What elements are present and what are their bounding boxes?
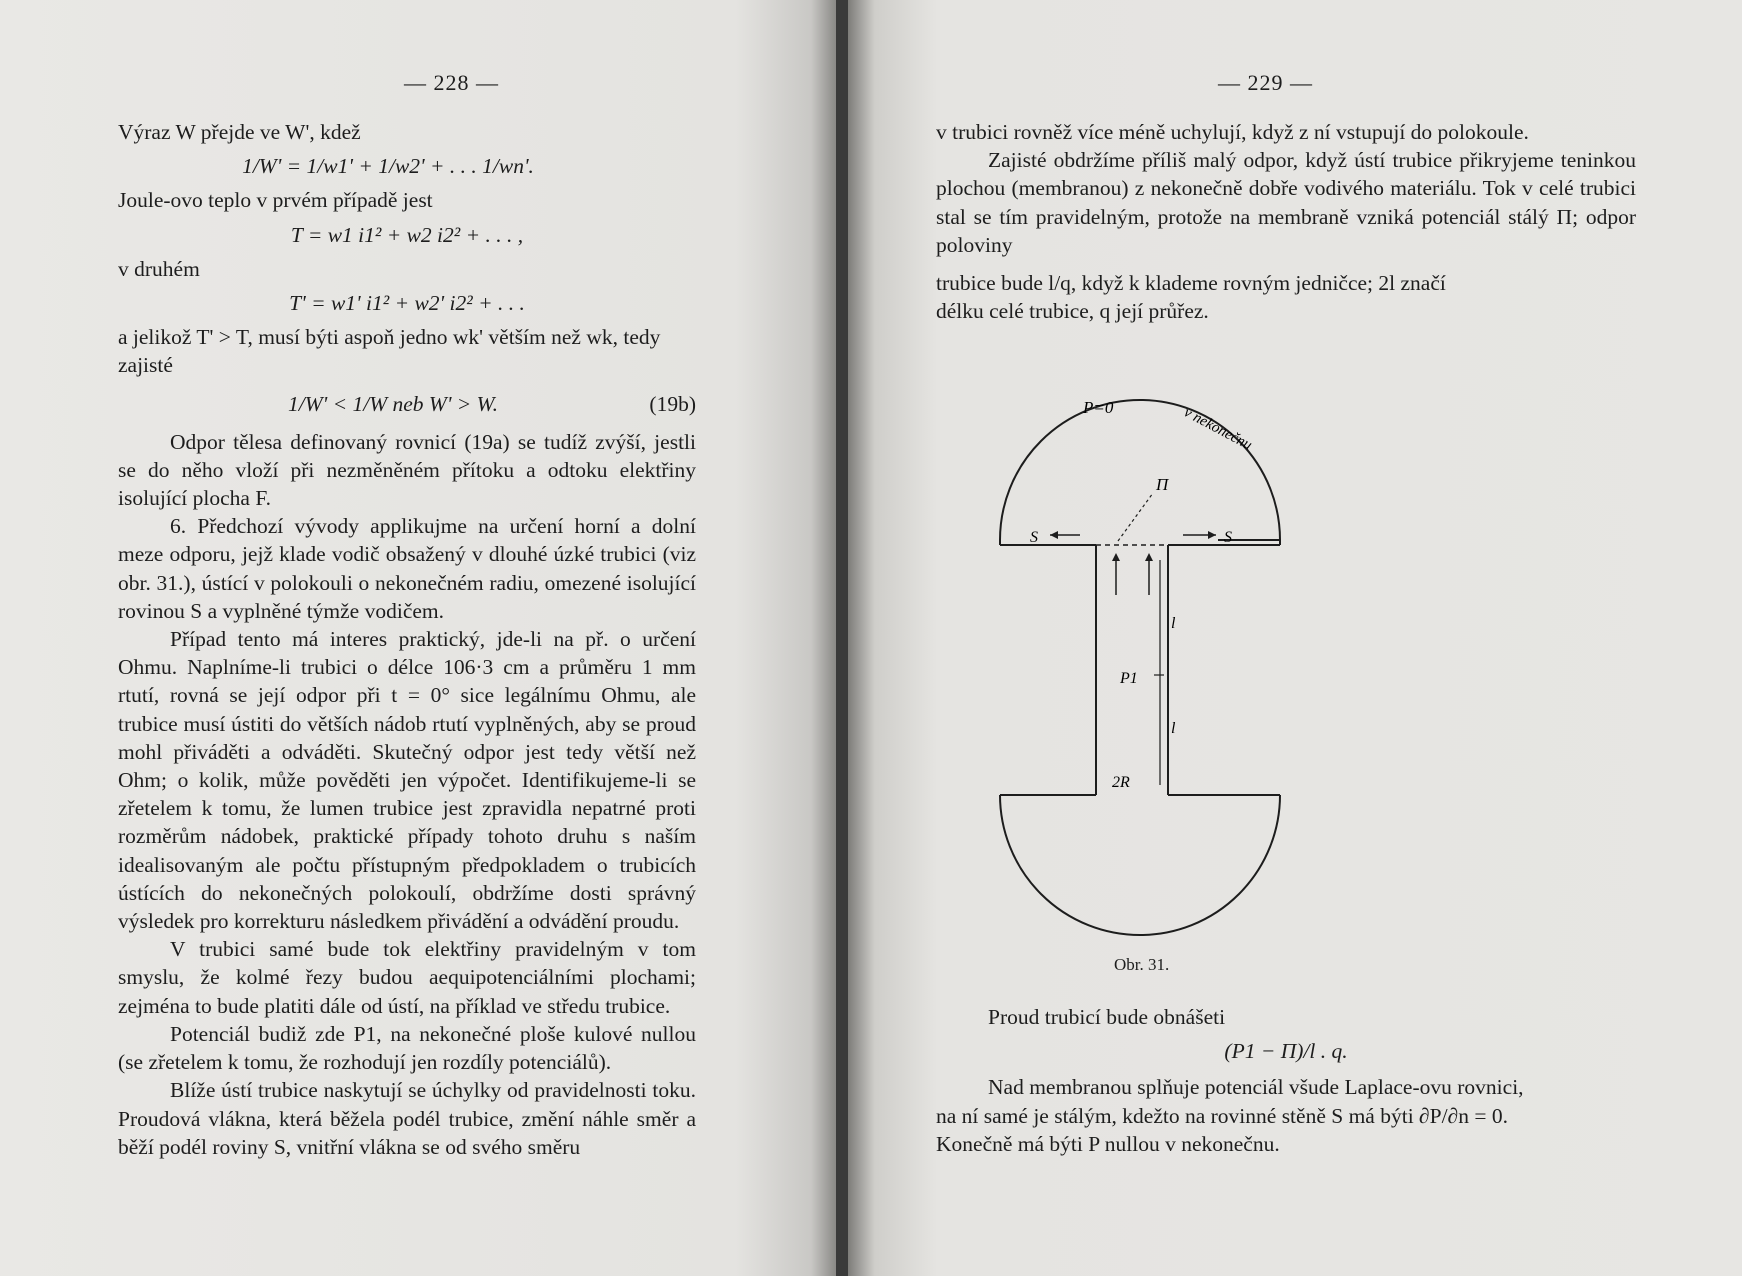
paragraph: Potenciál budiž zde P1, na nekonečné ploše kulové nullou (se zřetelem k tomu, že rozhodují jen rozdíly potenciálů). bbox=[118, 1021, 696, 1075]
text-line: Výraz W přejde ve W', kdež bbox=[118, 120, 361, 144]
paragraph: Odpor tělesa definovaný rovnicí (19a) se tudíž zvýší, jestli se do něho vloží při nezměněném přítoku a odtoku elektřiny isolující plocha F. bbox=[118, 429, 696, 511]
text-line: a jelikož T' > T, musí býti aspoň jedno wk' větším než wk, tedy bbox=[118, 325, 661, 350]
text-line: délku celé trubice, q její průřez. bbox=[936, 299, 1209, 324]
label-l-upper: l bbox=[1171, 615, 1176, 632]
figure-31 bbox=[988, 385, 1448, 945]
equation-current: (P1 − Π)/l . q. bbox=[1224, 1039, 1348, 1064]
label-2r: 2R bbox=[1112, 774, 1130, 791]
paragraph: V trubici samé bude tok elektřiny pravidelným v tom smyslu, že kolmé řezy budou aequipotenciálními plochami; zejména to bude platiti dále od ústí, na příklad ve středu trubice. bbox=[118, 937, 696, 1018]
text-line: na ní samé je stálým, kdežto na rovinné stěně S má býti ∂P/∂n = 0. bbox=[936, 1103, 1508, 1128]
paragraph: 6. Předchozí vývody applikujme na určení horní a dolní meze odporu, jejž klade vodič obsažený v dlouhé úzké trubici (viz obr. 31.), ústící v polokouli o nekonečném radiu, omezené isolující rovinou S a vyplněné týmže vodičem. bbox=[118, 514, 696, 623]
right-page bbox=[848, 0, 1742, 1276]
equation-heat-first: T = w1 i1² + w2 i2² + . . . , bbox=[290, 222, 524, 247]
text-line: trubice bude l/q, když k klademe rovným jedničce; 2l značí bbox=[936, 271, 1446, 296]
paragraph: v trubici rovněž více méně uchylují, když z ní vstupují do polokoule. bbox=[936, 120, 1529, 144]
label-s-right: S bbox=[1224, 529, 1232, 546]
label-l-lower: l bbox=[1171, 720, 1176, 737]
label-p-zero: P=0 bbox=[1083, 398, 1114, 417]
right-page-body-top bbox=[936, 118, 1636, 325]
label-membrane-pi: Π bbox=[1156, 475, 1169, 494]
equation-conductance: 1/W' = 1/w1' + 1/w2' + . . . 1/wn'. bbox=[242, 154, 534, 179]
text-line: Proud trubicí bude obnášeti bbox=[988, 1005, 1226, 1029]
equation-19b: 1/W' < 1/W neb W' > W. bbox=[288, 391, 498, 416]
page-number: — 228 — bbox=[404, 70, 499, 95]
paragraph: Blíže ústí trubice naskytují se úchylky od pravidelnosti toku. Proudová vlákna, která běžela podél trubice, změní náhle směr a běží podél roviny S, vnitřní vlákna se od svého směru bbox=[118, 1078, 696, 1159]
left-page-body bbox=[118, 118, 696, 1161]
paragraph: Nad membranou splňuje potenciál všude Laplace-ovu rovnici, bbox=[988, 1075, 1524, 1100]
figure-caption: Obr. 31. bbox=[1114, 955, 1170, 974]
page-number: — 229 — bbox=[1218, 70, 1313, 95]
label-p1: P1 bbox=[1120, 670, 1138, 687]
text-line: Konečně má býti P nullou v nekonečnu. bbox=[936, 1131, 1280, 1156]
paragraph: Zajisté obdržíme příliš malý odpor, když ústí trubice přikryjeme teninkou plochou (membranou) z nekonečně dobře vodivého materiálu. Tok v celé trubici stal se tím pravidelným, protože na membraně vzniká potenciál stálý Π; odpor poloviny bbox=[936, 148, 1636, 257]
upper-hemisphere bbox=[1000, 400, 1280, 540]
text-line: v druhém bbox=[118, 256, 200, 281]
equation-19b-row bbox=[118, 380, 696, 428]
right-page-body-bottom bbox=[936, 1003, 1636, 1158]
text-line: Joule-ovo teplo v prvém případě jest bbox=[118, 188, 433, 213]
label-infinity: v nekonečnu bbox=[1181, 404, 1255, 454]
text-line: zajisté bbox=[118, 353, 173, 378]
equation-heat-second: T' = w1' i1² + w2' i2² + . . . bbox=[289, 291, 525, 316]
left-page bbox=[0, 0, 836, 1276]
paragraph: Případ tento má interes praktický, jde-li na př. o určení Ohmu. Naplníme-li trubici o délce 106·3 cm a průměru 1 mm rtutí, rovná se její odpor při t = 0° sice legálnímu Ohmu, ale trubice musí ústiti do větších nádob rtutí vyplněných, aby se proud mohl přiváděti a odváděti. Skutečný odpor jest tedy větší než Ohm; o kolik, může pověděti jen výpočet. Identifikujeme-li se zřetelem k tomu, že lumen trubice jest zpravidla nepatrné proti rozměrům nádobek, praktické případy tohoto druhu s naším idealisovaným ale počtu přístupným předpokladem o trubicích ústících do nekonečných polokoulí, obdržíme dosti správný výsledek pro korrekturu následkem přivádění a odvádění proudu. bbox=[118, 627, 696, 934]
gutter bbox=[836, 0, 848, 1276]
lower-hemisphere bbox=[1000, 795, 1280, 935]
label-s-left: S bbox=[1030, 529, 1038, 546]
equation-number: (19b) bbox=[649, 391, 696, 416]
